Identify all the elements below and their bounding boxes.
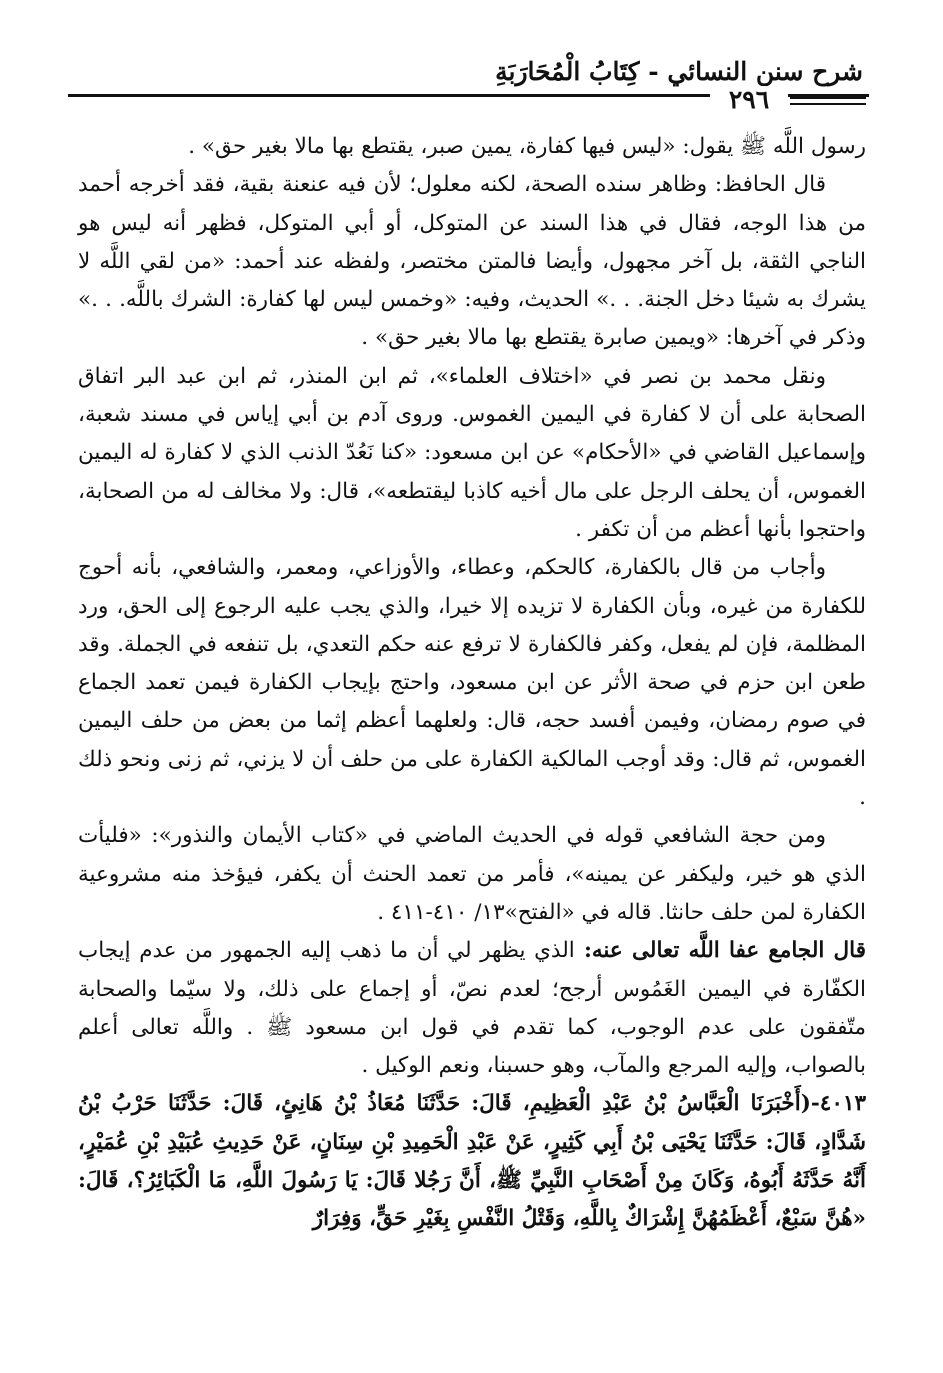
- paragraph: [78, 166, 866, 357]
- paragraph-text: ونقل محمد بن نصر في «اختلاف العلماء»، ثم ابن المنذر، ثم ابن عبد البر اتفاق الصحابة على أن لا كفارة في اليمين الغموس. وروى آدم بن أبي إياس في مسند شعبة، وإسماعيل القاضي في «الأحكام» عن ابن مسعود: «كنا نَعُدّ الذنب الذي لا كفارة له اليمين الغموس، أن يحلف الرجل على مال أخيه كاذبا ليقتطعه»، قال: ولا مخالف له من الصحابة، واحتجوا بأنها أعظم من أن تكفر .: [78, 363, 866, 542]
- paragraph: [78, 817, 866, 932]
- running-header-title: شرح سنن النسائي - كِتَابُ الْمُحَارَبَةِ: [495, 57, 863, 86]
- paragraph: [78, 358, 866, 549]
- paragraph-text: وأجاب من قال بالكفارة، كالحكم، وعطاء، والأوزاعي، ومعمر، والشافعي، بأنه أحوج للكفارة من غيره، وبأن الكفارة لا تزيده إلا خيرا، والذي يجب عليه الرجوع إلى الحق، ورد المظلمة، فإن لم يفعل، وكفر فالكفارة لا ترفع عنه حكم التعدي، بل تنفعه في الجملة. وقد طعن ابن حزم في صحة الأثر عن ابن مسعود، واحتج بإيجاب الكفارة فيمن تعمد الجماع في صوم رمضان، وفيمن أفسد حجه، قال: ولعلهما أعظم إثما من بعض من حلف اليمين الغموس، ثم قال: وقد أوجب المالكية الكفارة على من حلف أن لا يزني، ثم زنى ونحو ذلك .: [78, 555, 866, 811]
- paragraph: [78, 549, 866, 817]
- paragraph: [78, 128, 866, 166]
- paragraph-text: الذي يظهر لي أن ما ذهب إليه الجمهور من عدم إيجاب الكفّارة في اليمين الغَمُوس أرجح؛ لعدم نصّ، أو إجماع على ذلك، ولا سيّما والصحابة متّفقون على عدم الوجوب، كما تقدم في قول ابن مسعود ﷺ . واللَّه تعالى أعلم بالصواب، وإليه المرجع والمآب، وهو حسبنا، ونعم الوكيل .: [78, 938, 866, 1079]
- hadith-text: ٤٠١٣-(أَخْبَرَنَا الْعَبَّاسُ بْنُ عَبْدِ الْعَظِيمِ، قَالَ: حَدَّثَنَا مُعَاذُ بْنُ هَانِئٍ، قَالَ: حَدَّثَنَا حَرْبُ بْنُ شَدَّادٍ، قَالَ: حَدَّثَنَا يَحْيَى بْنُ أَبِي كَثِيرٍ، عَنْ عَبْدِ الْحَمِيدِ بْنِ سِنَانٍ، عَنْ حَدِيثِ عُبَيْدِ بْنِ عُمَيْرٍ، أَنَّهُ حَدَّثَهُ أَبُوهُ، وَكَانَ مِنْ أَصْحَابِ النَّبِيِّ ﷺ، أَنَّ رَجُلا قَالَ: يَا رَسُولَ اللَّهِ، مَا الْكَبَائِرُ؟، قَالَ: «هُنَّ سَبْعٌ، أَعْظَمُهُنَّ إِشْرَاكٌ بِاللَّهِ، وَقَتْلُ النَّفْسِ بِغَيْرِ حَقٍّ، وَفِرَارٌ: [78, 1091, 866, 1232]
- paragraph-text: قال الحافظ: وظاهر سنده الصحة، لكنه معلول؛ لأن فيه عنعنة بقية، فقد أخرجه أحمد من هذا الوجه، فقال في هذا السند عن المتوكل، أو أبي المتوكل، فظهر أنه ليس هو الناجي الثقة، بل آخر مجهول، وأيضا فالمتن مختصر، ولفظه عند أحمد: «من لقي اللَّه لا يشرك به شيئا دخل الجنة. . .» الحديث، وفيه: «وخمس ليس لها كفارة: الشرك باللَّه. . .» وذكر في آخرها: «ويمين صابرة يقتطع بها مالا بغير حق» .: [78, 172, 866, 351]
- paragraph-text: ومن حجة الشافعي قوله في الحديث الماضي في «كتاب الأيمان والنذور»: «فليأت الذي هو خير، وليكفر عن يمينه»، فأمر من تعمد الحنث أن يكفر، فيؤخذ منه مشروعية الكفارة لمن حلف حانثا. قاله في «الفتح»١٣/ ٤١٠-٤١١ .: [78, 823, 866, 925]
- paragraph-lead: قال الجامع عفا اللَّه تعالى عنه:: [574, 938, 867, 964]
- page-number-rule-bottom: [790, 103, 866, 105]
- page-number: ٢٩٦: [710, 86, 788, 114]
- page-number-rule-top: [790, 97, 866, 99]
- paragraph: [78, 932, 866, 1085]
- paragraph-text: رسول اللَّه ﷺ يقول: «ليس فيها كفارة، يمين صبر، يقتطع بها مالا بغير حق» .: [188, 134, 866, 159]
- hadith-paragraph: [78, 1085, 866, 1238]
- body-text: [78, 128, 866, 1239]
